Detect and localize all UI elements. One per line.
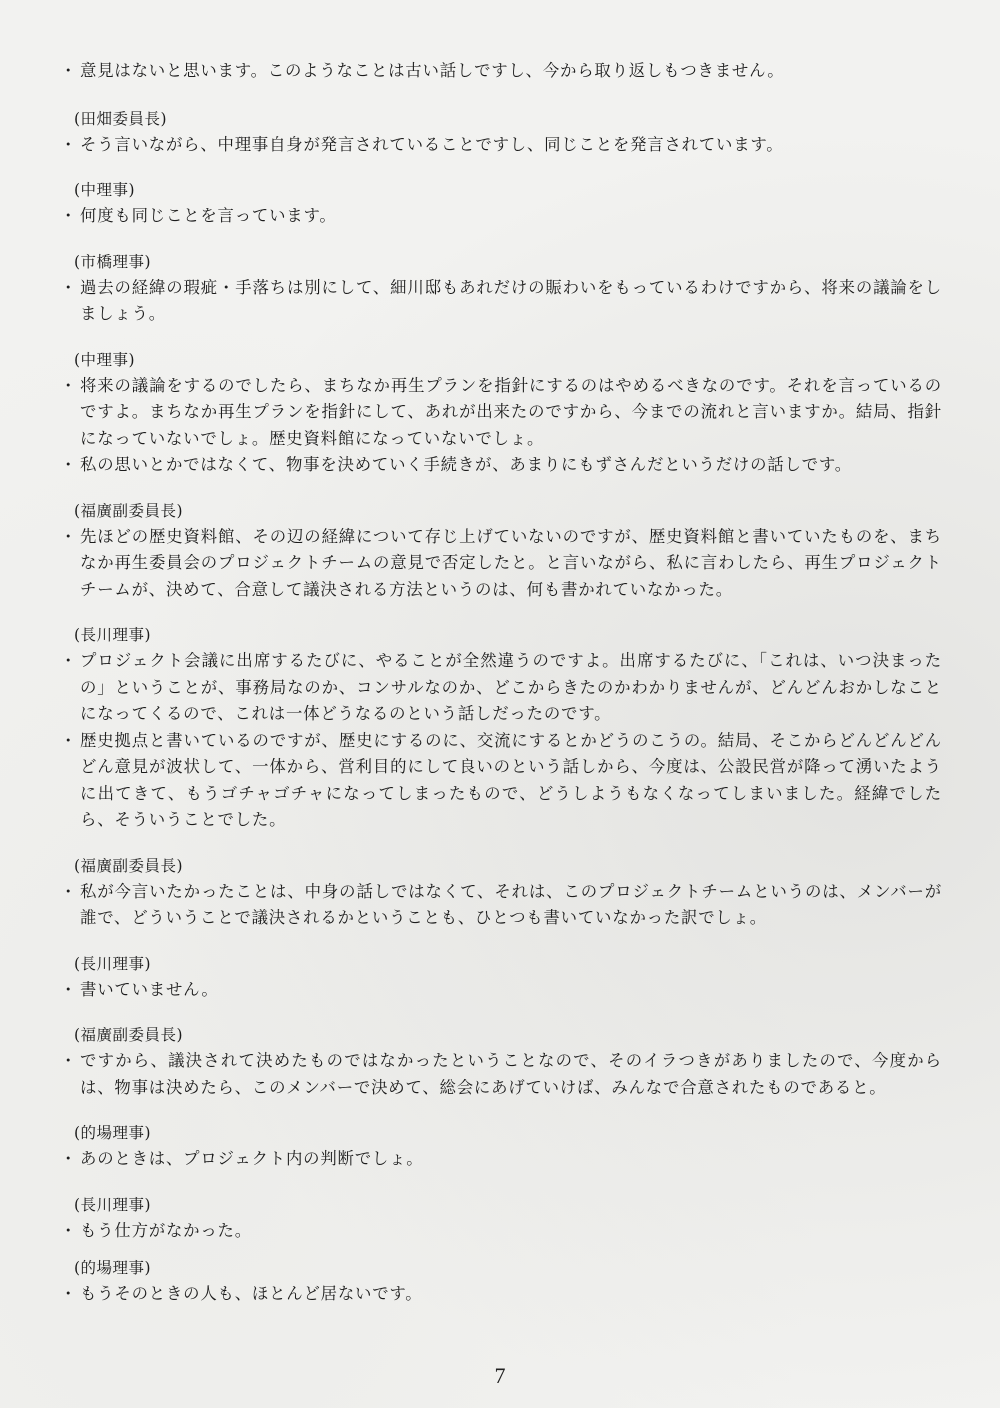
statement-item: ・ もうそのときの人も、ほとんど居ないです。 [62, 1281, 942, 1308]
speaker-block [62, 499, 942, 604]
speaker-block [62, 623, 942, 834]
statement-item: ・ もう仕方がなかった。 [62, 1218, 942, 1245]
speaker-label: (田畑委員長) [74, 109, 168, 128]
speaker-label: (長川理事) [74, 954, 152, 973]
speaker-block [62, 178, 942, 230]
speaker-block [62, 1121, 942, 1173]
statement-item: ・ 私の思いとかではなくて、物事を決めていく手続きが、あまりにもずさんだというだけの話しです。 [62, 452, 942, 479]
statement-item: ・ 将来の議論をするのでしたら、まちなか再生プランを指針にするのはやめるべきなのです。それを言っているのですよ。まちなか再生プランを指針にして、あれが出来たのですから、今までの流れと言いますか。結局、指針になっていないでしょ。歴史資料館になっていないでしょ。 [62, 373, 942, 453]
meeting-transcript [62, 58, 942, 1328]
speaker-block [62, 1193, 942, 1245]
statement-item: ・ 先ほどの歴史資料館、その辺の経緯について存じ上げていないのですが、歴史資料館と書いていたものを、まちなか再生委員会のプロジェクトチームの意見で否定したと。と言いながら、私に言わしたら、再生プロジェクトチームが、決めて、合意して議決される方法というのは、何も書かれていなかった。 [62, 524, 942, 604]
statement-item: ・ 意見はないと思います。このようなことは古い話しですし、今から取り返しもつきません。 [62, 58, 942, 85]
speaker-label: (的場理事) [74, 1259, 152, 1277]
speaker-label: (的場理事) [74, 1124, 152, 1142]
statement-item: ・ 書いていません。 [62, 977, 942, 1004]
speaker-block [62, 854, 942, 932]
speaker-label: (中理事) [74, 350, 136, 369]
speaker-label: (中理事) [74, 181, 136, 199]
statement-item: ・ そう言いながら、中理事自身が発言されていることですし、同じことを発言されています。 [62, 132, 942, 159]
page-number: 7 [494, 1363, 506, 1388]
speaker-label: (長川理事) [74, 626, 152, 644]
speaker-label: (福廣副委員長) [74, 1026, 184, 1044]
speaker-label: (市橋理事) [74, 252, 152, 271]
speaker-block [62, 1256, 942, 1308]
statement-item: ・ あのときは、プロジェクト内の判断でしょ。 [62, 1146, 942, 1173]
speaker-block [62, 250, 942, 328]
speaker-label: (長川理事) [74, 1195, 152, 1214]
speaker-block [62, 348, 942, 479]
statement-item: ・ 過去の経緯の瑕疵・手落ちは別にして、細川邸もあれだけの賑わいをもっているわけですから、将来の議論をしましょう。 [62, 275, 942, 328]
statement-item: ・ プロジェクト会議に出席するたびに、やることが全然違うのですよ。出席するたびに、「これは、いつ決まったの」ということが、事務局なのか、コンサルなのか、どこからきたのかわかりませんが、どんどんおかしなことになってくるので、これは一体どうなるのという話しだったのです。 [62, 648, 942, 728]
speaker-block [62, 107, 942, 159]
speaker-label: (福廣副委員長) [74, 856, 184, 875]
statement-item: ・ ですから、議決されて決めたものではなかったということなので、そのイラつきがありましたので、今度からは、物事は決めたら、このメンバーで決めて、総会にあげていけば、みんなで合意されたものであると。 [62, 1048, 942, 1101]
statement-item: ・ 何度も同じことを言っています。 [62, 203, 942, 230]
speaker-label: (福廣副委員長) [74, 501, 184, 520]
statement-item: ・ 歴史拠点と書いているのですが、歴史にするのに、交流にするとかどうのこうの。結局、そこからどんどんどんどん意見が波状して、一体から、営利目的にして良いのという話しから、今度は、公設民営が降って湧いたように出てきて、もうゴチャゴチャになってしまったもので、どうしようもなくなってしまいました。経緯でしたら、そういうことでした。 [62, 728, 942, 834]
speaker-block [62, 1023, 942, 1101]
intro-block [62, 58, 942, 85]
speaker-block [62, 952, 942, 1004]
statement-item: ・ 私が今言いたかったことは、中身の話しではなくて、それは、このプロジェクトチームというのは、メンバーが誰で、どういうことで議決されるかということも、ひとつも書いていなかった訳でしょ。 [62, 879, 942, 932]
